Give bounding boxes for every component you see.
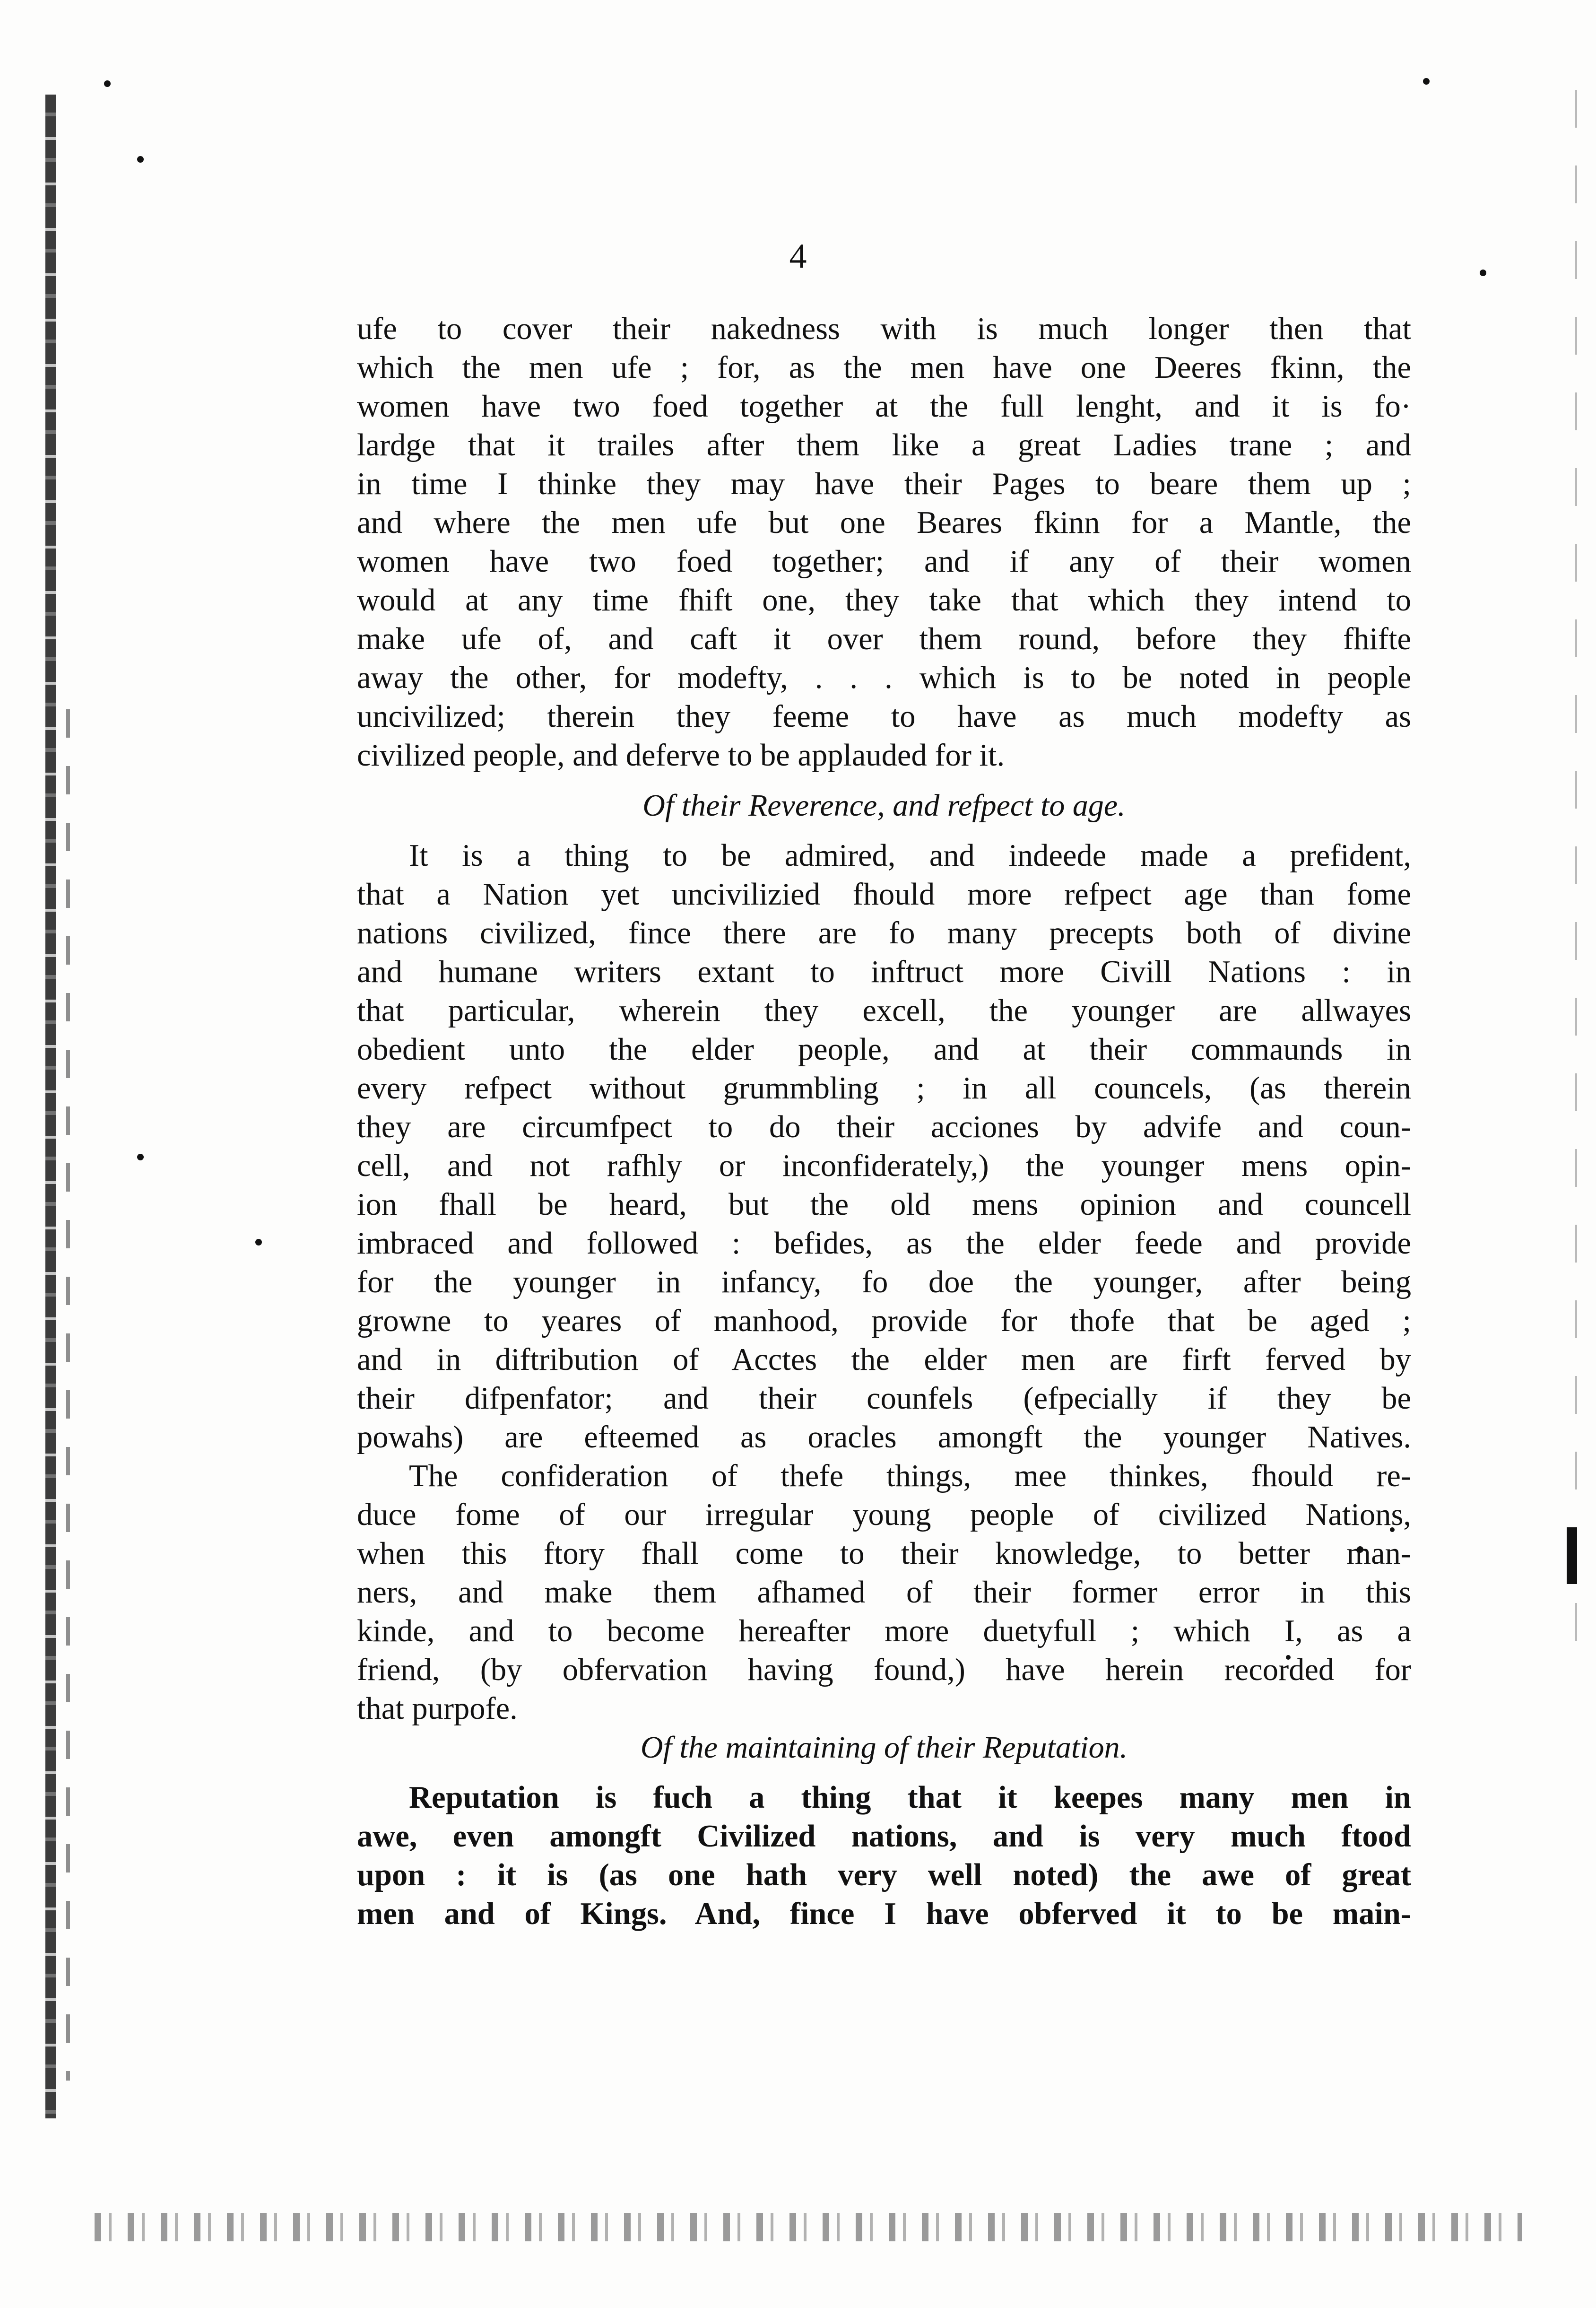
body-text [357,310,1411,1933]
text-line: upon : it is (as one hath very well noted) the awe of great [357,1858,1411,1892]
text-line: would at any time fhift one, they take that which they intend to [357,583,1411,618]
page-number: 4 [789,237,807,276]
text-line: kinde, and to become hereafter more duetyfull ; which I, as a [357,1614,1411,1648]
text-line: nations civilized, fince there are fo many precepts both of divine [357,916,1411,950]
text-line: that a Nation yet uncivilizied fhould more refpect age than fome [357,877,1411,912]
section-heading-reverence: Of their Reverence, and refpect to age. [642,788,1126,823]
text-line: civilized people, and deferve to be applauded for it. [357,738,1005,773]
text-line: imbraced and followed : befides, as the elder feede and provide [357,1226,1411,1261]
text-line: ion fhall be heard, but the old mens opinion and councell [357,1187,1411,1222]
text-line: duce fome of our irregular young people of civilized Nations, [357,1498,1411,1532]
text-line: and humane writers extant to inftruct more Civill Nations : in [357,955,1411,989]
text-line: that particular, wherein they excell, the younger are allwayes [357,993,1411,1028]
text-line: women have two foed together at the full lenght, and it is fo· [357,389,1411,424]
text-line: when this ftory fhall come to their knowledge, to better man- [357,1536,1411,1571]
text-line: away the other, for modefty, . . . which is to be noted in people [357,661,1411,695]
ink-speck [137,156,144,163]
text-line: awe, even amongft Civilized nations, and is very much ftood [357,1819,1411,1854]
text-line: growne to yeares of manhood, provide for thofe that be aged ; [357,1304,1411,1338]
scan-edge-right [1575,90,1577,1650]
scan-mark-right [1567,1527,1577,1584]
text-line: for the younger in infancy, fo doe the younger, after being [357,1265,1411,1299]
text-line: Reputation is fuch a thing that it keepes many men in [409,1780,1411,1815]
text-line: and in diftribution of Acctes the elder men are firft ferved by [357,1342,1411,1377]
text-line: powahs) are efteemed as oracles amongft the younger Natives. [357,1420,1411,1454]
text-line: they are circumfpect to do their acciones by advife and coun- [357,1110,1411,1144]
text-line: and where the men ufe but one Beares fkinn for a Mantle, the [357,505,1411,540]
ink-speck [137,1154,144,1160]
text-line: in time I thinke they may have their Pages to beare them up ; [357,467,1411,501]
paragraph-clothing [357,310,1411,775]
scan-edge-bottom [95,2213,1522,2241]
ink-speck [1423,78,1430,85]
ink-speck [104,80,111,87]
spacer [357,775,1411,786]
section-heading-reputation: Of the maintaining of their Reputation. [640,1730,1128,1765]
text-line: obedient unto the elder people, and at their commaunds in [357,1032,1411,1067]
text-line: The confideration of thefe things, mee thinkes, fhould re- [409,1459,1411,1493]
text-line: friend, (by obfervation having found,) have herein recorded for [357,1653,1411,1687]
paragraph-consideration [357,1457,1411,1728]
text-line: cell, and not rafhly or inconfiderately,) the younger mens opin- [357,1149,1411,1183]
paragraph-reverence [357,836,1411,1457]
paragraph-reputation [357,1778,1411,1933]
scan-edge-left [45,95,56,2118]
text-line: uncivilized; therein they feeme to have as much modefty as [357,699,1411,734]
text-line: women have two foed together; and if any of their women [357,544,1411,579]
text-line: It is a thing to be admired, and indeede made a prefident, [409,838,1411,873]
spacer [357,825,1411,836]
text-line: every refpect without grummbling ; in all councels, (as therein [357,1071,1411,1106]
text-line: which the men ufe ; for, as the men have one Deeres fkinn, the [357,350,1411,385]
text-line: ners, and make them afhamed of their former error in this [357,1575,1411,1610]
text-line: lardge that it trailes after them like a great Ladies trane ; and [357,428,1411,462]
text-line: men and of Kings. And, fince I have obferved it to be main- [357,1897,1411,1931]
scan-edge-left-inner [66,709,70,2081]
text-line: make ufe of, and caft it over them round, before they fhifte [357,622,1411,656]
text-line: ufe to cover their nakedness with is much longer then that [357,312,1411,346]
ink-speck [255,1239,262,1245]
spacer [357,1767,1411,1778]
text-line: that purpofe. [357,1691,518,1726]
text-line: their difpenfator; and their counfels (efpecially if they be [357,1381,1411,1416]
